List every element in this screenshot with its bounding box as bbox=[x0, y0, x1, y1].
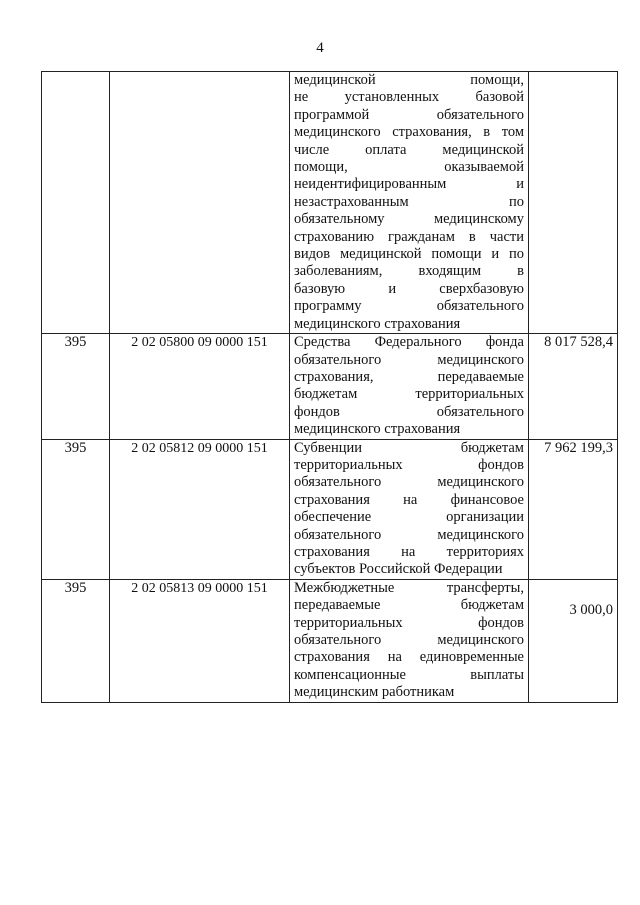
income-name-line: Субвенции бюджетам bbox=[294, 439, 524, 456]
income-name-line: медицинского страхования bbox=[294, 421, 461, 438]
admin-code-cell: 395 bbox=[42, 334, 110, 439]
table-row bbox=[42, 334, 618, 439]
amount-cell: 3 000,0 bbox=[529, 579, 618, 702]
income-name-line: числе оплата медицинской bbox=[294, 141, 524, 158]
income-name-line: обеспечение организации bbox=[294, 509, 524, 526]
income-name-line: территориальных фондов bbox=[294, 614, 524, 631]
budget-code-cell: 2 02 05813 09 0000 151 bbox=[110, 579, 290, 702]
amount-cell: 7 962 199,3 bbox=[529, 439, 618, 579]
income-name-line: страхования, передаваемые bbox=[294, 368, 524, 385]
income-name-line: медицинского страхования, в том bbox=[294, 124, 524, 141]
income-name-line: медицинским работникам bbox=[294, 684, 455, 701]
income-name-line: субъектов Российской Федерации bbox=[294, 561, 503, 578]
income-name-line: Средства Федерального фонда bbox=[294, 334, 524, 351]
income-name-line: базовую и сверхбазовую bbox=[294, 280, 524, 297]
income-name-line: передаваемые бюджетам bbox=[294, 597, 524, 614]
page-number: 4 bbox=[316, 40, 324, 56]
budget-code-cell: 2 02 05800 09 0000 151 bbox=[110, 334, 290, 439]
income-name-line: компенсационные выплаты bbox=[294, 666, 524, 683]
budget-code-cell bbox=[110, 72, 290, 334]
income-name-line: заболеваниям, входящим в bbox=[294, 263, 524, 280]
income-name-cell bbox=[290, 334, 529, 439]
budget-table bbox=[41, 71, 618, 703]
income-name-line: бюджетам территориальных bbox=[294, 386, 524, 403]
budget-table-body bbox=[42, 72, 618, 703]
income-name-line: страхования на единовременные bbox=[294, 649, 524, 666]
income-name-line: помощи, оказываемой bbox=[294, 159, 524, 176]
table-row bbox=[42, 579, 618, 702]
admin-code-cell: 395 bbox=[42, 439, 110, 579]
income-name-line: программу обязательного bbox=[294, 298, 524, 315]
amount-cell bbox=[529, 72, 618, 334]
income-name-line: неидентифицированным и bbox=[294, 176, 524, 193]
income-name-line: обязательного медицинского bbox=[294, 632, 524, 648]
income-name-line: медицинской помощи, bbox=[294, 72, 524, 88]
income-name-line: обязательному медицинскому bbox=[294, 211, 524, 228]
income-name-line: страхования на финансовое bbox=[294, 491, 524, 508]
income-name-cell bbox=[290, 579, 529, 702]
income-name-cell bbox=[290, 72, 529, 334]
admin-code-cell bbox=[42, 72, 110, 334]
income-name-line: незастрахованным по bbox=[294, 193, 524, 210]
income-name-line: обязательного медицинского bbox=[294, 474, 524, 491]
income-name-line: страхования на территориях bbox=[294, 543, 524, 560]
table-row bbox=[42, 439, 618, 579]
table-row bbox=[42, 72, 618, 334]
income-name-line: видов медицинской помощи и по bbox=[294, 246, 524, 263]
income-name-line: страхованию гражданам в части bbox=[294, 228, 524, 245]
income-name-line: обязательного медицинского bbox=[294, 351, 524, 368]
income-name-line: территориальных фондов bbox=[294, 456, 524, 473]
income-name-cell bbox=[290, 439, 529, 579]
budget-code-cell: 2 02 05812 09 0000 151 bbox=[110, 439, 290, 579]
amount-cell: 8 017 528,4 bbox=[529, 334, 618, 439]
admin-code-cell: 395 bbox=[42, 579, 110, 702]
income-name-line: медицинского страхования bbox=[294, 315, 461, 332]
income-name-line: фондов обязательного bbox=[294, 403, 524, 420]
income-name-line: Межбюджетные трансферты, bbox=[294, 579, 524, 596]
income-name-line: программой обязательного bbox=[294, 106, 524, 123]
income-name-line: не установленных базовой bbox=[294, 89, 524, 106]
income-name-line: обязательного медицинского bbox=[294, 526, 524, 543]
